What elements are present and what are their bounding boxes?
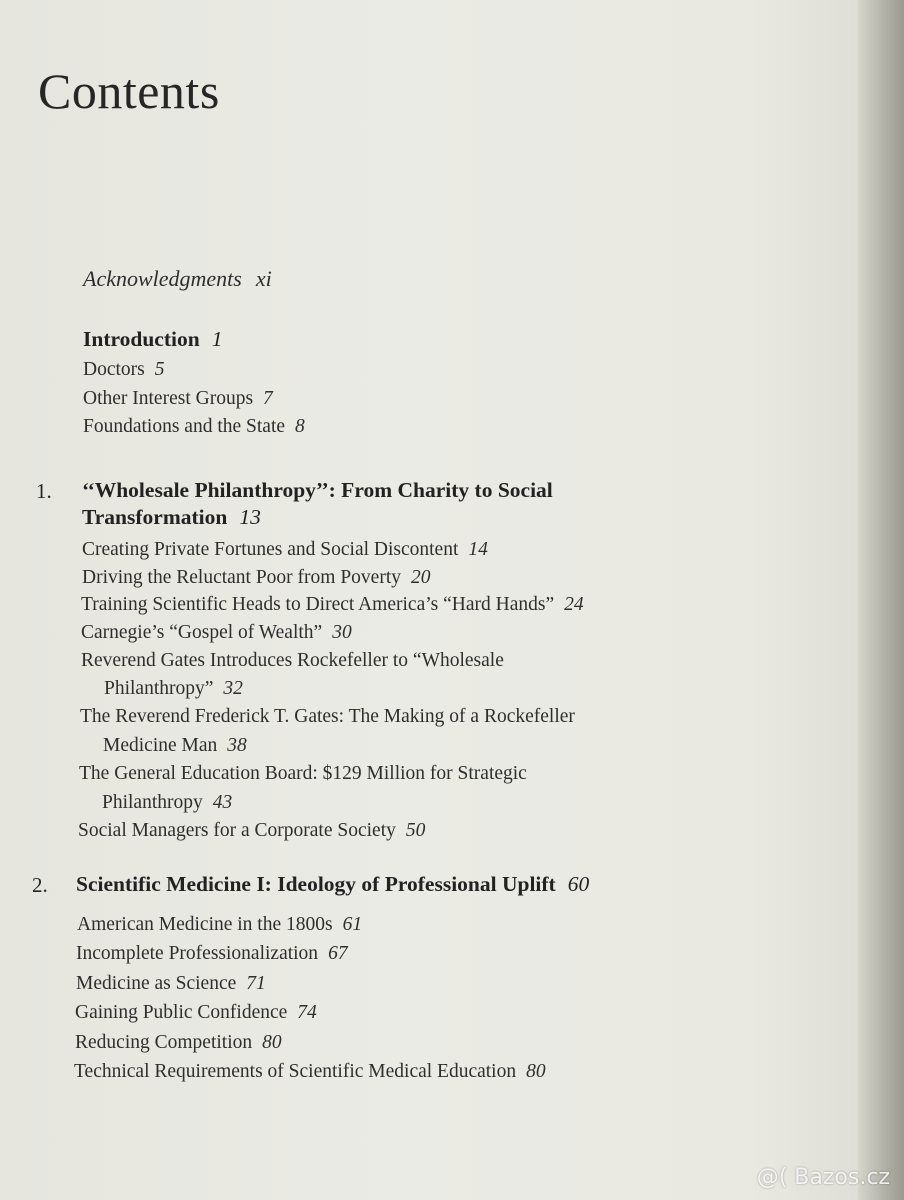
toc-entry-continued: Philanthropy” 32: [104, 678, 243, 699]
chapter-title-continued: Transformation 13: [82, 505, 261, 529]
toc-entry: Incomplete Professionalization 67: [76, 943, 348, 964]
toc-entry: Social Managers for a Corporate Society 50: [78, 820, 426, 841]
toc-entry: Foundations and the State 8: [83, 416, 305, 437]
toc-entry-continued: Philanthropy 43: [102, 792, 233, 813]
toc-entry: American Medicine in the 1800s 61: [77, 914, 363, 935]
toc-entry: Training Scientific Heads to Direct America’s “Hard Hands” 24: [81, 594, 584, 615]
chapter-title: Scientific Medicine I: Ideology of Professional Uplift 60: [76, 872, 590, 896]
toc-introduction: Introduction 1: [83, 327, 223, 351]
toc-entry: Medicine as Science 71: [76, 973, 266, 994]
toc-entry: Doctors 5: [83, 359, 165, 380]
chapter-number: 1.: [36, 479, 52, 503]
page-title: Contents: [38, 63, 220, 119]
page-edge: [858, 0, 904, 1200]
toc-entry: Carnegie’s “Gospel of Wealth” 30: [81, 622, 352, 643]
watermark-bazos: @( Bazos.cz: [756, 1165, 890, 1190]
toc-acknowledgments: Acknowledgments xi: [83, 266, 272, 291]
toc-entry: Gaining Public Confidence 74: [75, 1002, 317, 1023]
toc-entry: Reducing Competition 80: [75, 1032, 282, 1053]
toc-entry: Other Interest Groups 7: [83, 388, 273, 409]
toc-entry: Driving the Reluctant Poor from Poverty 20: [82, 567, 431, 588]
toc-entry-continued: Medicine Man 38: [103, 735, 247, 756]
toc-entry: Creating Private Fortunes and Social Discontent 14: [82, 539, 488, 560]
toc-entry: Reverend Gates Introduces Rockefeller to “Wholesale: [81, 650, 504, 671]
toc-entry: Technical Requirements of Scientific Medical Education 80: [74, 1061, 546, 1082]
chapter-number: 2.: [32, 873, 48, 897]
chapter-title: ‘‘Wholesale Philanthropy’’: From Charity to Social: [82, 478, 553, 502]
toc-entry: The Reverend Frederick T. Gates: The Making of a Rockefeller: [80, 706, 575, 727]
toc-entry: The General Education Board: $129 Million for Strategic: [79, 763, 527, 784]
